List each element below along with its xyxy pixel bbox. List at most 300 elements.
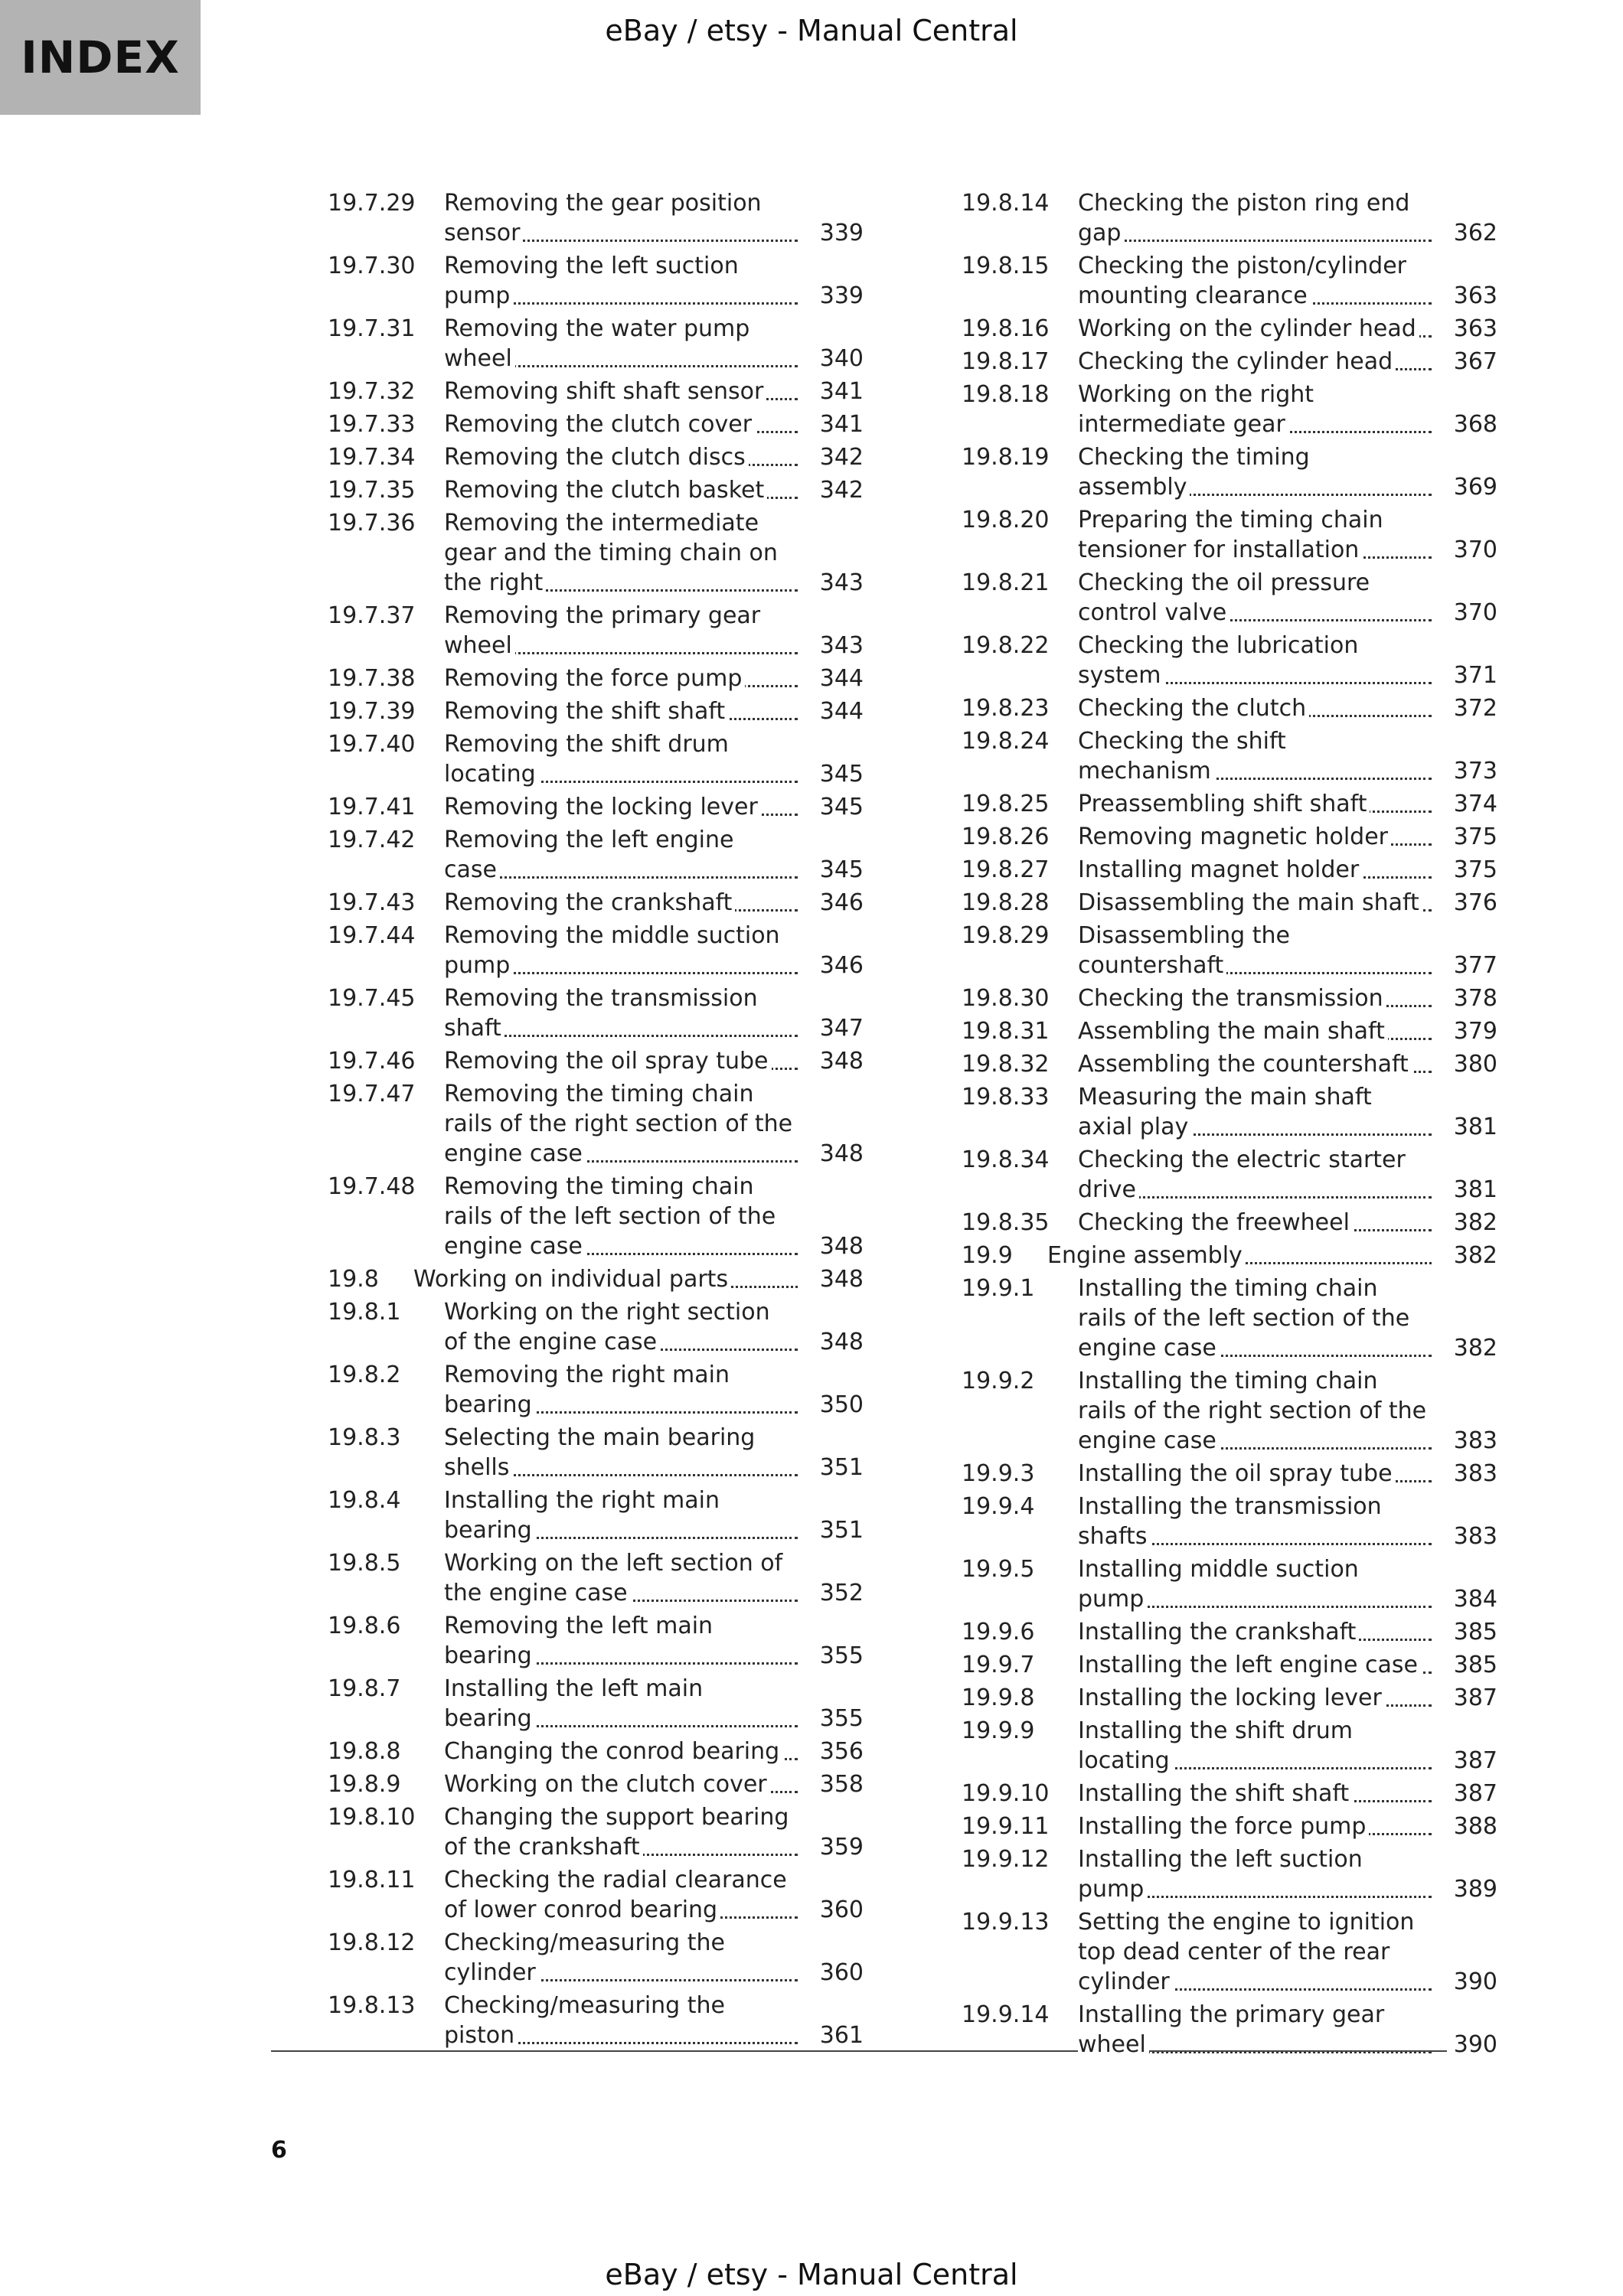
- toc-entry[interactable]: [328, 508, 864, 598]
- toc-entry-body: [444, 1769, 864, 1799]
- toc-entry-number: 19.8.9: [328, 1771, 401, 1798]
- toc-entry-page: 374: [1447, 789, 1497, 819]
- toc-entry-number: 19.9.9: [962, 1717, 1035, 1744]
- toc-entry-number: 19.8.34: [962, 1146, 1050, 1173]
- toc-entry-body: [1078, 1907, 1497, 1997]
- toc-entry-number: 19.7.33: [328, 411, 416, 438]
- toc-entry[interactable]: [328, 729, 864, 789]
- toc-entry-number: 19.8.28: [962, 889, 1050, 916]
- toc-entry-page: 370: [1447, 598, 1497, 628]
- toc-entry[interactable]: [328, 1297, 864, 1357]
- toc-entry-title-text: Checking the oil pressure control valve: [1078, 569, 1370, 626]
- toc-entry-number: 19.7.30: [328, 253, 416, 279]
- toc-entry-number: 19.8.4: [328, 1487, 401, 1514]
- toc-entry-number: 19.8.27: [962, 856, 1050, 883]
- toc-entry-page: 356: [813, 1737, 864, 1766]
- toc-entry-number: 19.7.38: [328, 665, 416, 692]
- toc-entry-title-text: Working on the right intermediate gear: [1078, 381, 1314, 438]
- toc-column-left: [328, 188, 864, 2053]
- toc-entry-number: 19.9.1: [962, 1275, 1035, 1302]
- toc-entry[interactable]: [328, 1802, 864, 1862]
- toc-entry[interactable]: [328, 1548, 864, 1608]
- toc-entry-number: 19.8.18: [962, 381, 1050, 408]
- toc-entry-number: 19.7.48: [328, 1173, 416, 1200]
- toc-entry-body: [444, 888, 864, 918]
- toc-entry-title-text: Checking the piston/cylinder mounting clearance: [1078, 253, 1406, 309]
- toc-entry[interactable]: [962, 789, 1497, 819]
- toc-entry-title-text: Removing the left main bearing: [444, 1613, 714, 1669]
- toc-entry-number: 19.7.40: [328, 731, 416, 758]
- toc-entry-number: 19.9.11: [962, 1813, 1050, 1840]
- toc-entry[interactable]: [962, 568, 1497, 628]
- toc-entry-page: 376: [1447, 888, 1497, 918]
- toc-entry[interactable]: [962, 822, 1497, 852]
- toc-entry-body: [1078, 1274, 1497, 1363]
- toc-entry-title-text: Assembling the main shaft: [1078, 1018, 1388, 1045]
- toc-entry[interactable]: [328, 314, 864, 373]
- toc-entry-title: [444, 377, 864, 406]
- toc-entry-title-text: Checking the shift mechanism: [1078, 728, 1286, 784]
- toc-entry-title: [1078, 693, 1497, 723]
- toc-entry-page: 344: [813, 696, 864, 726]
- toc-entry-body: [444, 1737, 864, 1766]
- toc-entry-page: 382: [1447, 1241, 1497, 1270]
- toc-entry-page: 348: [813, 1139, 864, 1169]
- toc-entry-body: [1078, 693, 1497, 723]
- toc-entry-body: [1078, 1208, 1497, 1238]
- toc-entry-title-text: Changing the support bearing of the crankshaft: [444, 1804, 789, 1861]
- toc-entry[interactable]: [962, 314, 1497, 344]
- toc-entry-title: [1078, 314, 1497, 344]
- page-number: 6: [271, 2137, 287, 2164]
- toc-entry[interactable]: [328, 792, 864, 822]
- toc-entry-body: [444, 475, 864, 505]
- toc-entry-page: 382: [1447, 1333, 1497, 1363]
- toc-entry-title-text: Checking/measuring the piston: [444, 1992, 725, 2049]
- toc-entry-number: 19.8.2: [328, 1362, 401, 1388]
- toc-entry-body: [444, 377, 864, 406]
- toc-entry-body: [1078, 314, 1497, 344]
- toc-entry-number: 19.7.47: [328, 1081, 416, 1107]
- toc-entry[interactable]: [328, 188, 864, 248]
- toc-entry-title: [1078, 1016, 1497, 1046]
- toc-entry-title: [1078, 347, 1497, 377]
- toc-entry-number: 19.8.1: [328, 1299, 401, 1326]
- toc-entry-body: [444, 664, 864, 693]
- toc-entry-page: 377: [1447, 951, 1497, 980]
- toc-entry-title-text: Removing the oil spray tube: [444, 1048, 772, 1075]
- toc-entry-title-text: Working on the left section of the engine case: [444, 1550, 783, 1606]
- toc-entry-body: [444, 1360, 864, 1420]
- toc-entry[interactable]: [328, 1769, 864, 1799]
- toc-entry-title-text: Checking the timing assembly: [1078, 444, 1310, 501]
- toc-entry-body: [444, 251, 864, 311]
- toc-entry[interactable]: [962, 1049, 1497, 1079]
- toc-entry-body: [413, 1264, 864, 1294]
- toc-entry-body: [1078, 822, 1497, 852]
- toc-entry-number: 19.9.13: [962, 1909, 1050, 1936]
- toc-entry[interactable]: [962, 1274, 1497, 1363]
- toc-entry-title: [1078, 1907, 1497, 1997]
- toc-entry[interactable]: [328, 664, 864, 693]
- toc-entry-title-text: Checking the cylinder head: [1078, 348, 1396, 375]
- toc-entry-body: [1078, 1617, 1497, 1647]
- toc-entry-page: 345: [813, 792, 864, 822]
- toc-entry[interactable]: [962, 1812, 1497, 1841]
- toc-entry-title: [1047, 1241, 1497, 1270]
- toc-entry-body: [444, 601, 864, 660]
- toc-entry[interactable]: [962, 983, 1497, 1013]
- toc-entry-body: [1078, 1145, 1497, 1205]
- toc-entry-body: [1078, 1049, 1497, 1079]
- toc-entry-number: 19.8.31: [962, 1018, 1050, 1045]
- toc-entry-body: [1078, 1016, 1497, 1046]
- toc-entry-number: 19.8.22: [962, 632, 1050, 659]
- toc-entry[interactable]: [962, 1082, 1497, 1142]
- toc-entry-page: 346: [813, 888, 864, 918]
- toc-entry-title-text: Checking the lubrication system: [1078, 632, 1359, 689]
- toc-entry-title-text: Checking the freewheel: [1078, 1209, 1353, 1236]
- toc-entry-title-text: Installing the left suction pump: [1078, 1846, 1363, 1903]
- toc-entry-page: 363: [1447, 281, 1497, 311]
- toc-entry[interactable]: [328, 1423, 864, 1482]
- toc-entry-page: 342: [813, 475, 864, 505]
- toc-entry-page: 370: [1447, 535, 1497, 565]
- toc-entry-title-text: Installing the shift shaft: [1078, 1780, 1352, 1807]
- toc-entry-number: 19.8.13: [328, 1992, 416, 2019]
- toc-entry[interactable]: [328, 251, 864, 311]
- toc-entry-page: 371: [1447, 660, 1497, 690]
- toc-entry-title: [1078, 888, 1497, 918]
- toc-entry-body: [1078, 888, 1497, 918]
- toc-entry-title: [444, 1737, 864, 1766]
- toc-entry-title-text: Installing the left engine case: [1078, 1652, 1421, 1678]
- toc-entry-body: [444, 1928, 864, 1988]
- toc-entry-page: 345: [813, 759, 864, 789]
- toc-entry-number: 19.8.35: [962, 1209, 1050, 1236]
- toc-entry-body: [444, 825, 864, 885]
- toc-entry-number: 19.8.24: [962, 728, 1050, 755]
- toc-entry-title-text: Selecting the main bearing shells: [444, 1424, 756, 1481]
- toc-dot-leader: [1078, 240, 1432, 242]
- toc-entry[interactable]: [328, 825, 864, 885]
- toc-entry-page: 385: [1447, 1617, 1497, 1647]
- toc-entry-page: 355: [813, 1641, 864, 1671]
- toc-entry-body: [1078, 1459, 1497, 1489]
- toc-entry-title: [444, 409, 864, 439]
- toc-entry[interactable]: [328, 601, 864, 660]
- toc-entry-body: [1078, 568, 1497, 628]
- toc-entry-number: 19.8.32: [962, 1051, 1050, 1078]
- toc-entry-body: [1078, 251, 1497, 311]
- toc-entry[interactable]: [962, 1907, 1497, 1997]
- toc-entry[interactable]: [328, 442, 864, 472]
- toc-entry-page: 339: [813, 218, 864, 248]
- toc-entry-title: [444, 1297, 864, 1357]
- toc-entry[interactable]: [962, 726, 1497, 786]
- toc-entry[interactable]: [962, 1459, 1497, 1489]
- toc-entry-body: [1078, 1844, 1497, 1904]
- toc-entry-title-text: Working on the right section of the engine case: [444, 1299, 770, 1355]
- toc-entry-title: [444, 442, 864, 472]
- toc-entry[interactable]: [328, 921, 864, 980]
- toc-entry[interactable]: [962, 693, 1497, 723]
- toc-entry-page: 390: [1447, 2030, 1497, 2060]
- toc-entry[interactable]: [328, 1991, 864, 2050]
- toc-entry-page: 375: [1447, 855, 1497, 885]
- toc-entry-title-text: Disassembling the countershaft: [1078, 922, 1290, 979]
- toc-entry-title-text: Removing the locking lever: [444, 794, 761, 820]
- toc-entry[interactable]: [328, 983, 864, 1043]
- toc-entry-title-text: Installing the oil spray tube: [1078, 1460, 1396, 1487]
- toc-entry[interactable]: [962, 1779, 1497, 1808]
- toc-entry-number: 19.7.36: [328, 510, 416, 536]
- toc-entry-page: 389: [1447, 1874, 1497, 1904]
- toc-entry-body: [444, 696, 864, 726]
- toc-entry[interactable]: [962, 505, 1497, 565]
- toc-entry[interactable]: [962, 442, 1497, 502]
- toc-entry-number: 19.8.15: [962, 253, 1050, 279]
- toc-entry-title-text: Installing the locking lever: [1078, 1684, 1385, 1711]
- toc-entry[interactable]: [328, 1611, 864, 1671]
- toc-entry[interactable]: [962, 1492, 1497, 1551]
- toc-entry-title: [444, 664, 864, 693]
- toc-entry-title: [444, 1046, 864, 1076]
- toc-entry-page: 343: [813, 631, 864, 660]
- toc-entry[interactable]: [328, 1079, 864, 1169]
- toc-entry-body: [444, 314, 864, 373]
- toc-entry-number: 19.7.32: [328, 378, 416, 405]
- toc-entry[interactable]: [328, 1737, 864, 1766]
- toc-entry-title-text: Removing the shift drum locating: [444, 731, 729, 788]
- toc-entry[interactable]: [962, 1016, 1497, 1046]
- toc-entry[interactable]: [328, 696, 864, 726]
- toc-entry[interactable]: [328, 1928, 864, 1988]
- toc-entry[interactable]: [962, 251, 1497, 311]
- toc-entry-page: 351: [813, 1453, 864, 1482]
- footer-rule: [271, 2050, 1491, 2052]
- toc-entry-title-text: Installing middle suction pump: [1078, 1556, 1359, 1613]
- toc-entry-title-text: Setting the engine to ignition top dead center of the rear cylinder: [1078, 1909, 1415, 1995]
- toc-entry[interactable]: [962, 1650, 1497, 1680]
- toc-entry-number: 19.7.41: [328, 794, 416, 820]
- toc-entry-title: [1078, 1779, 1497, 1808]
- toc-entry-page: 348: [813, 1046, 864, 1076]
- toc-entry-page: 378: [1447, 983, 1497, 1013]
- toc-entry-page: 387: [1447, 1683, 1497, 1713]
- toc-entry-body: [444, 1865, 864, 1925]
- toc-entry-title-text: Installing the transmission shafts: [1078, 1493, 1382, 1550]
- toc-entry-number: 19.7.37: [328, 602, 416, 629]
- toc-entry-body: [444, 1423, 864, 1482]
- toc-entry[interactable]: [962, 921, 1497, 980]
- toc-entry[interactable]: [328, 1486, 864, 1545]
- toc-entry[interactable]: [962, 1366, 1497, 1456]
- toc-entry-number: 19.8.33: [962, 1084, 1050, 1110]
- toc-entry-number: 19.8.14: [962, 190, 1050, 217]
- toc-entry-number: 19.8: [328, 1266, 379, 1293]
- toc-entry-title-text: Measuring the main shaft axial play: [1078, 1084, 1372, 1140]
- toc-entry[interactable]: [962, 380, 1497, 439]
- toc-entry-title: [1078, 251, 1497, 311]
- toc-entry-body: [444, 1486, 864, 1545]
- toc-entry-number: 19.8.6: [328, 1613, 401, 1639]
- toc-entry-title-text: Removing the middle suction pump: [444, 922, 780, 979]
- toc-entry-number: 19.7.43: [328, 889, 416, 916]
- toc-entry-number: 19.8.8: [328, 1738, 401, 1765]
- toc-entry[interactable]: [328, 1360, 864, 1420]
- toc-entry-body: [1078, 1779, 1497, 1808]
- toc-entry-body: [444, 508, 864, 598]
- toc-entry-number: 19.7.42: [328, 827, 416, 853]
- toc-entry-page: 384: [1447, 1584, 1497, 1614]
- toc-entry-page: 373: [1447, 756, 1497, 786]
- toc-entry-page: 345: [813, 855, 864, 885]
- toc-entry-title: [444, 1865, 864, 1925]
- toc-entry-page: 343: [813, 568, 864, 598]
- toc-entry-title: [444, 888, 864, 918]
- toc-entry-title: [1078, 983, 1497, 1013]
- toc-entry-body: [1078, 1716, 1497, 1776]
- toc-entry-body: [1078, 1554, 1497, 1614]
- watermark-top: eBay / etsy - Manual Central: [605, 14, 1018, 47]
- toc-entry[interactable]: [962, 1208, 1497, 1238]
- toc-entry-page: 359: [813, 1832, 864, 1862]
- toc-entry[interactable]: [962, 1145, 1497, 1205]
- toc-entry-body: [1078, 1492, 1497, 1551]
- toc-entry-title-text: Preassembling shift shaft: [1078, 791, 1370, 817]
- toc-entry[interactable]: [328, 1172, 864, 1261]
- toc-entry[interactable]: [962, 1844, 1497, 1904]
- toc-entry-number: 19.8.21: [962, 569, 1050, 596]
- toc-entry-page: 372: [1447, 693, 1497, 723]
- toc-section-entry[interactable]: [328, 1264, 864, 1294]
- toc-entry-title: [1078, 789, 1497, 819]
- toc-entry-body: [1078, 380, 1497, 439]
- toc-entry-body: [444, 1172, 864, 1261]
- toc-entry-title: [413, 1264, 864, 1294]
- toc-entry[interactable]: [328, 888, 864, 918]
- toc-entry-body: [444, 1548, 864, 1608]
- toc-entry-title-text: Checking the electric starter drive: [1078, 1146, 1406, 1203]
- toc-entry-page: 341: [813, 377, 864, 406]
- toc-entry-title: [1078, 1650, 1497, 1680]
- toc-entry-title: [444, 696, 864, 726]
- toc-entry-page: 358: [813, 1769, 864, 1799]
- toc-entry-page: 342: [813, 442, 864, 472]
- toc-entry-number: 19.7.45: [328, 985, 416, 1012]
- toc-entry-title-text: Installing magnet holder: [1078, 856, 1362, 883]
- toc-entry-body: [1078, 789, 1497, 819]
- toc-entry[interactable]: [328, 1865, 864, 1925]
- toc-column-right: [962, 188, 1497, 2063]
- toc-entry-title-text: Checking/measuring the cylinder: [444, 1929, 725, 1986]
- toc-entry-page: 355: [813, 1704, 864, 1733]
- toc-entry[interactable]: [328, 475, 864, 505]
- toc-entry-page: 375: [1447, 822, 1497, 852]
- toc-entry-page: 368: [1447, 409, 1497, 439]
- toc-entry-title: [1078, 505, 1497, 565]
- toc-entry[interactable]: [962, 347, 1497, 377]
- toc-entry-title: [444, 1769, 864, 1799]
- toc-entry-number: 19.7.29: [328, 190, 416, 217]
- index-tab-label: INDEX: [21, 31, 180, 83]
- toc-entry-number: 19.9.6: [962, 1619, 1035, 1645]
- toc-entry-title: [444, 1079, 864, 1169]
- toc-entry-title-text: Installing the timing chain rails of the left section of the engine case: [1078, 1275, 1410, 1362]
- toc-section-entry[interactable]: [962, 1241, 1497, 1270]
- toc-entry-title: [1078, 1617, 1497, 1647]
- toc-entry-title: [1078, 380, 1497, 439]
- toc-entry[interactable]: [328, 1674, 864, 1733]
- toc-entry[interactable]: [962, 1554, 1497, 1614]
- watermark-bottom: eBay / etsy - Manual Central: [605, 2258, 1018, 2291]
- toc-entry-page: 348: [813, 1327, 864, 1357]
- toc-entry[interactable]: [962, 1617, 1497, 1647]
- toc-entry[interactable]: [328, 377, 864, 406]
- toc-entry-page: 381: [1447, 1112, 1497, 1142]
- toc-entry-page: 380: [1447, 1049, 1497, 1079]
- toc-entry-title-text: Working on the cylinder head: [1078, 315, 1419, 342]
- toc-entry-body: [444, 729, 864, 789]
- toc-entry-body: [1078, 442, 1497, 502]
- toc-entry-title: [1078, 1366, 1497, 1456]
- toc-entry-title-text: Checking the clutch: [1078, 695, 1309, 722]
- toc-entry-title-text: Removing the timing chain rails of the right section of the engine case: [444, 1081, 793, 1167]
- toc-entry-title: [1078, 1683, 1497, 1713]
- toc-entry-page: 383: [1447, 1521, 1497, 1551]
- toc-entry-body: [444, 1611, 864, 1671]
- toc-entry-body: [444, 1674, 864, 1733]
- toc-entry-title-text: Installing the primary gear wheel: [1078, 2001, 1385, 2058]
- toc-entry[interactable]: [962, 188, 1497, 248]
- toc-entry-number: 19.8.30: [962, 985, 1050, 1012]
- toc-entry-number: 19.9.7: [962, 1652, 1035, 1678]
- toc-entry-title: [1078, 1459, 1497, 1489]
- toc-entry-number: 19.8.5: [328, 1550, 401, 1577]
- toc-entry-title-text: Checking the radial clearance of lower conrod bearing: [444, 1867, 787, 1923]
- toc-entry[interactable]: [962, 1683, 1497, 1713]
- toc-entry-title-text: Working on the clutch cover: [444, 1771, 770, 1798]
- toc-entry-title-text: Removing the transmission shaft: [444, 985, 758, 1042]
- toc-entry-title: [1078, 1208, 1497, 1238]
- toc-entry-number: 19.8.25: [962, 791, 1050, 817]
- toc-entry-page: 363: [1447, 314, 1497, 344]
- toc-entry-page: 360: [813, 1895, 864, 1925]
- toc-entry-number: 19.7.34: [328, 444, 416, 471]
- toc-entry[interactable]: [962, 855, 1497, 885]
- toc-entry-number: 19.7.46: [328, 1048, 416, 1075]
- toc-entry-number: 19.9.4: [962, 1493, 1035, 1520]
- toc-entry-page: 387: [1447, 1779, 1497, 1808]
- toc-entry-number: 19.8.19: [962, 444, 1050, 471]
- toc-entry[interactable]: [962, 888, 1497, 918]
- toc-entry[interactable]: [328, 1046, 864, 1076]
- toc-entry[interactable]: [962, 1716, 1497, 1776]
- toc-entry-body: [444, 792, 864, 822]
- toc-entry[interactable]: [962, 631, 1497, 690]
- toc-entry-title-text: Checking the transmission: [1078, 985, 1386, 1012]
- toc-entry-body: [1078, 188, 1497, 248]
- toc-entry-title-text: Changing the conrod bearing: [444, 1738, 782, 1765]
- toc-entry-title: [1078, 1274, 1497, 1363]
- toc-entry-number: 19.9.14: [962, 2001, 1050, 2028]
- toc-entry-page: 369: [1447, 472, 1497, 502]
- toc-entry-number: 19.8.29: [962, 922, 1050, 949]
- toc-entry-page: 344: [813, 664, 864, 693]
- toc-entry-page: 339: [813, 281, 864, 311]
- toc-entry[interactable]: [328, 409, 864, 439]
